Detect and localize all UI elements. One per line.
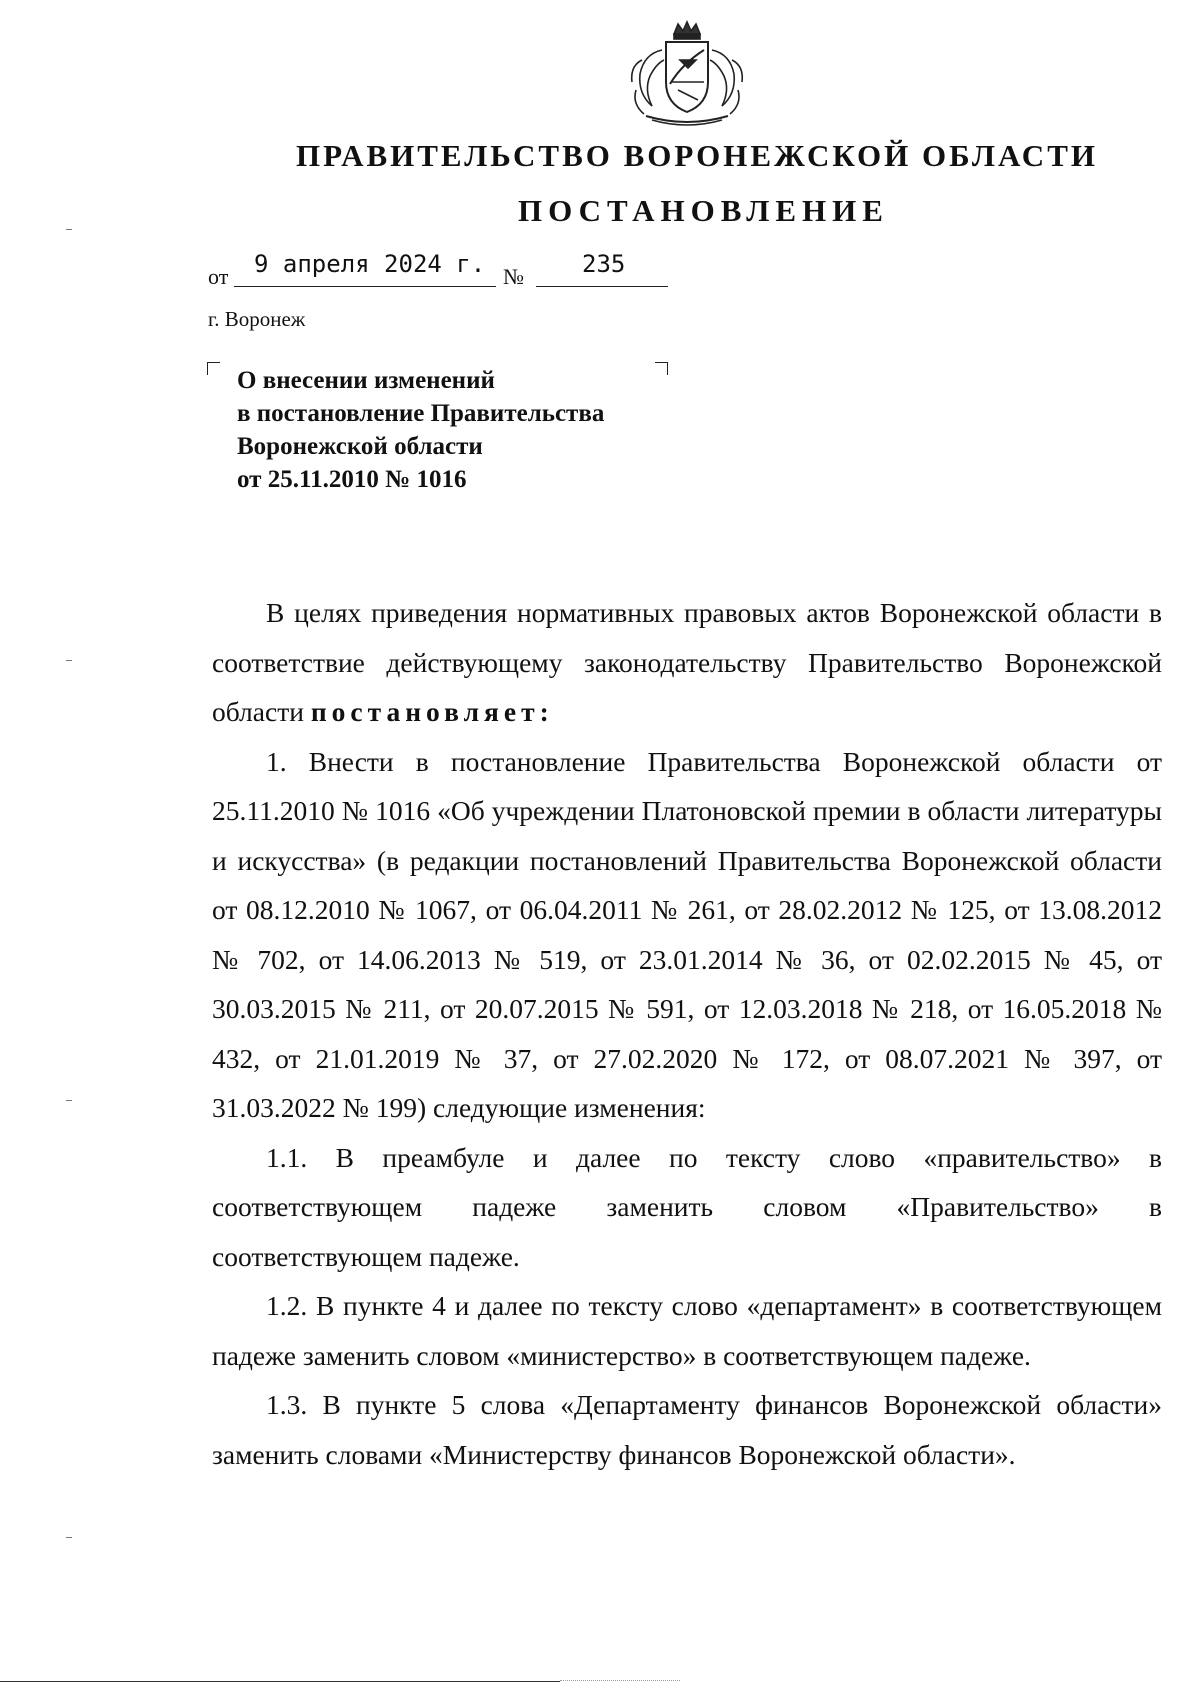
coat-of-arms-emblem xyxy=(622,20,752,128)
item-1-2-paragraph: 1.2. В пункте 4 и далее по тексту слово «департамент» в соответствующем падеже заменить словом «министерство» в соответствующем падеже. xyxy=(212,1290,1162,1371)
document-body xyxy=(212,588,1162,1479)
decree-word: постановляет: xyxy=(310,696,554,727)
footer-rule xyxy=(0,1681,560,1682)
scan-margin-mark xyxy=(66,1537,72,1538)
organization-name: ПРАВИТЕЛЬСТВО ВОРОНЕЖСКОЙ ОБЛАСТИ xyxy=(296,138,1098,173)
document-date: 9 апреля 2024 г. xyxy=(254,250,486,278)
preamble-text: В целях приведения нормативных правовых актов Воронежской области в соответствие действующему законодательству Правительство Воронежской области xyxy=(212,597,1162,727)
document-number: 235 xyxy=(582,250,626,278)
scan-margin-mark xyxy=(66,660,72,661)
city-name: г. Воронеж xyxy=(208,307,306,331)
date-underline xyxy=(234,286,496,287)
title-corner-left xyxy=(207,362,220,375)
title-line: Воронежской области xyxy=(237,433,483,460)
item-1-3-paragraph: 1.3. В пункте 5 слова «Департаменту финансов Воронежской области» заменить словами «Министерству финансов Воронежской области». xyxy=(212,1389,1162,1470)
date-number-row xyxy=(208,250,688,290)
preamble-paragraph xyxy=(212,588,1162,737)
scan-margin-mark xyxy=(66,229,72,230)
title-line: от 25.11.2010 № 1016 xyxy=(237,466,467,493)
date-label: от xyxy=(208,264,229,289)
title-line: в постановление Правительства xyxy=(237,400,605,427)
scan-margin-mark xyxy=(66,1100,72,1101)
number-label: № xyxy=(503,264,524,289)
document-title xyxy=(237,364,697,496)
item-1-paragraph: 1. Внести в постановление Правительства Воронежской области от 25.11.2010 № 1016 «Об учреждении Платоновской премии в области литературы и искусства» (в редакции постановлений Правительства Воронежской области от 08.12.2010 № 1067, от 06.04.2011 № 261, от 28.02.2012 № 125, от 13.08.2012 № 702, от 14.06.2013 № 519, от 23.01.2014 № 36, от 02.02.2015 № 45, от 30.03.2015 № 211, от 20.07.2015 № 591, от 12.03.2018 № 218, от 16.05.2018 № 432, от 21.01.2019 № 37, от 27.02.2020 № 172, от 08.07.2021 № 397, от 31.03.2022 № 199) следующие изменения: xyxy=(212,745,1162,1123)
item-1-1-paragraph: 1.1. В преамбуле и далее по тексту слово «правительство» в соответствующем падеже заменить словом «Правительство» в соответствующем падеже. xyxy=(212,1141,1162,1272)
title-line: О внесении изменений xyxy=(237,367,495,394)
document-type: ПОСТАНОВЛЕНИЕ xyxy=(518,193,889,228)
number-underline xyxy=(536,286,668,287)
footer-dotted-rule xyxy=(560,1680,680,1681)
